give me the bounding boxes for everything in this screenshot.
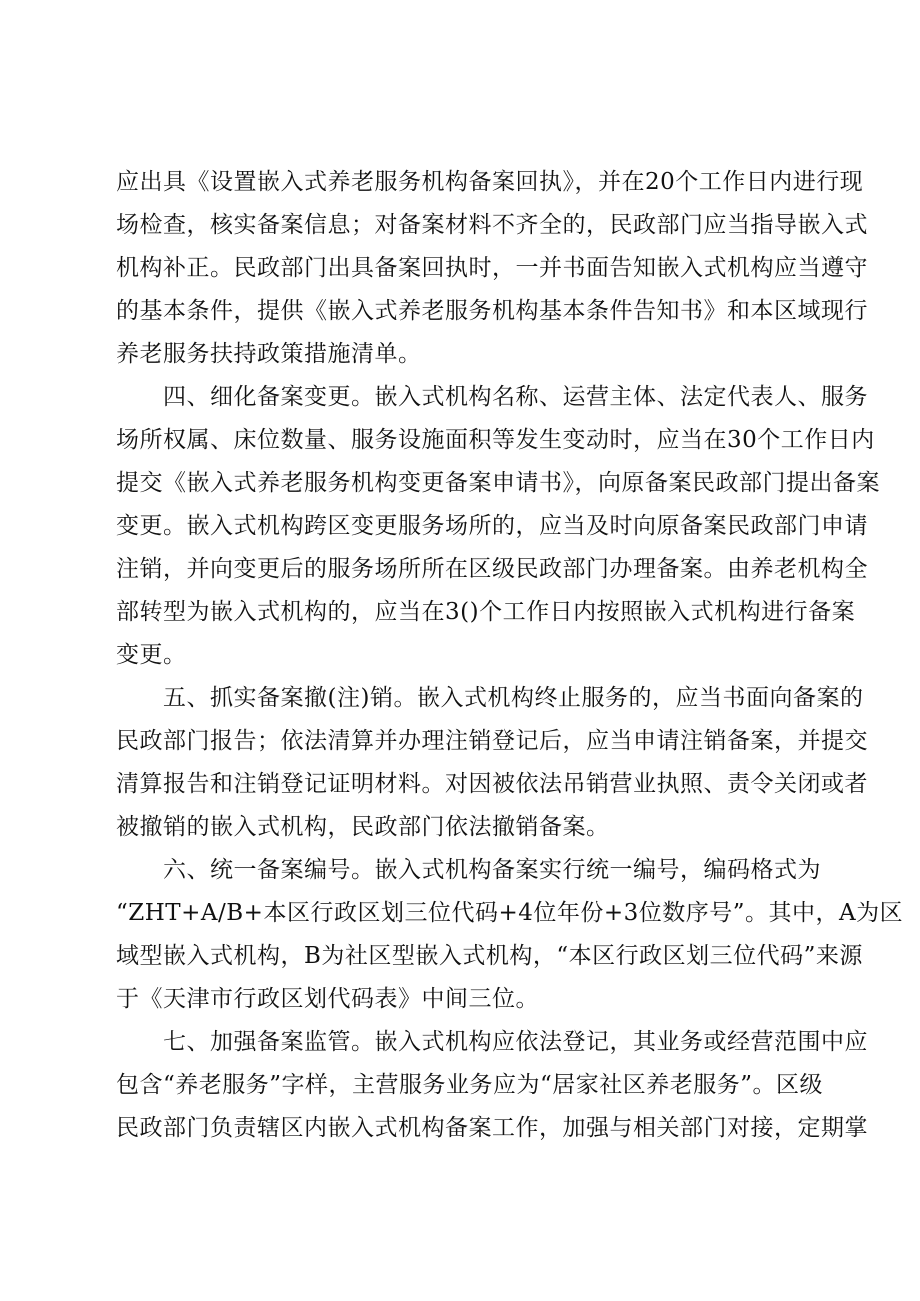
text-line: 民政部门负责辖区内嵌入式机构备案工作，加强与相关部门对接，定期掌 bbox=[116, 1115, 868, 1141]
text-line: 被撤销的嵌入式机构，民政部门依法撤销备案。 bbox=[116, 814, 610, 840]
text-line: 养老服务扶持政策措施清单。 bbox=[116, 341, 422, 367]
text-line: 于《天津市行政区划代码表》中间三位。 bbox=[116, 986, 539, 1012]
text-line: 应出具《设置嵌入式养老服务机构备案回执》，并在20个工作日内进行现 bbox=[116, 169, 864, 195]
text-line: 变更。嵌入式机构跨区变更服务场所的，应当及时向原备案民政部门申请 bbox=[116, 513, 868, 539]
text-line: 变更。 bbox=[116, 642, 187, 668]
text-line: 机构补正。民政部门出具备案回执时，一并书面告知嵌入式机构应当遵守 bbox=[116, 255, 868, 281]
text-line: 部转型为嵌入式机构的，应当在3()个工作日内按照嵌入式机构进行备案 bbox=[116, 599, 856, 625]
text-line: 提交《嵌入式养老服务机构变更备案申请书》，向原备案民政部门提出备案 bbox=[116, 470, 880, 496]
text-line: 的基本条件，提供《嵌入式养老服务机构基本条件告知书》和本区域现行 bbox=[116, 298, 868, 324]
text-line: 注销，并向变更后的服务场所所在区级民政部门办理备案。由养老机构全 bbox=[116, 556, 868, 582]
text-line: 场检查，核实备案信息；对备案材料不齐全的，民政部门应当指导嵌入式 bbox=[116, 212, 868, 238]
paragraph-6-start: 六、统一备案编号。嵌入式机构备案实行统一编号，编码格式为 bbox=[163, 857, 821, 883]
paragraph-4-start: 四、细化备案变更。嵌入式机构名称、运营主体、法定代表人、服务 bbox=[163, 384, 868, 410]
text-line: 域型嵌入式机构，B为社区型嵌入式机构，“本区行政区划三位代码”来源 bbox=[116, 943, 863, 969]
paragraph-7-start: 七、加强备案监管。嵌入式机构应依法登记，其业务或经营范围中应 bbox=[163, 1029, 868, 1055]
text-line: “ZHT+A/B+本区行政区划三位代码+4位年份+3位数序号”。其中，A为区 bbox=[116, 900, 904, 926]
text-line: 场所权属、床位数量、服务设施面积等发生变动时，应当在30个工作日内 bbox=[116, 427, 875, 453]
paragraph-5-start: 五、抓实备案撤(注)销。嵌入式机构终止服务的，应当书面向备案的 bbox=[163, 685, 864, 711]
text-line: 包含“养老服务”字样，主营服务业务应为“居家社区养老服务”。区级 bbox=[116, 1072, 824, 1098]
text-line: 民政部门报告；依法清算并办理注销登记后，应当申请注销备案，并提交 bbox=[116, 728, 868, 754]
text-line: 清算报告和注销登记证明材料。对因被依法吊销营业执照、责令关闭或者 bbox=[116, 771, 868, 797]
